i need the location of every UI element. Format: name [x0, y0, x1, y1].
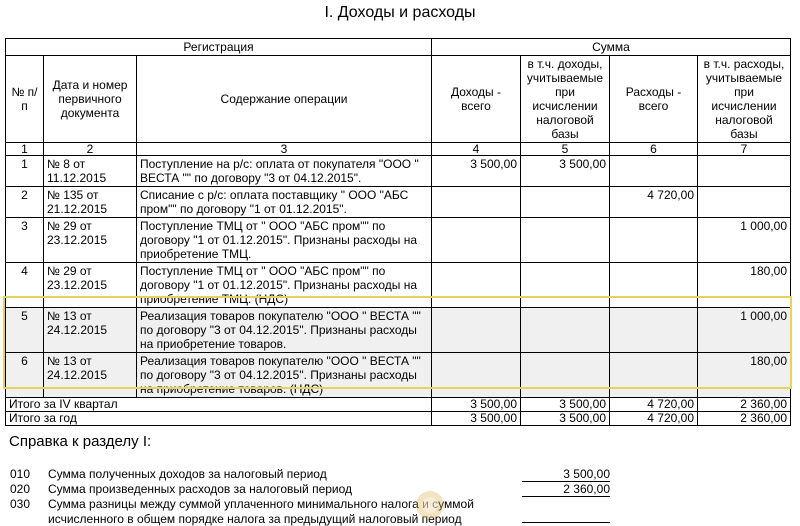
- row-expense: [610, 308, 698, 353]
- num-header: № п/п: [6, 56, 44, 143]
- doc-header: Дата и номер первичного документа: [44, 56, 137, 143]
- row-document: № 8 от 11.12.2015: [44, 156, 137, 187]
- row-expense-tax: [698, 187, 791, 218]
- col-number: 6: [610, 143, 698, 156]
- table-row: [6, 218, 791, 263]
- total-expense-tax: 2 360,00: [698, 398, 791, 412]
- row-income: [432, 187, 521, 218]
- line-text: Сумма разницы между суммой уплаченного минимального налога и суммой: [48, 497, 474, 511]
- total-expense: 4 720,00: [610, 398, 698, 412]
- row-income-tax: [521, 308, 610, 353]
- total-income-tax: 3 500,00: [521, 412, 610, 426]
- row-expense-tax: [698, 156, 791, 187]
- line-text: Сумма полученных доходов за налоговый период: [48, 467, 327, 481]
- line-code: 030: [10, 497, 31, 511]
- row-document: № 29 от 23.12.2015: [44, 218, 137, 263]
- row-expense: [610, 353, 698, 398]
- row-expense: [610, 218, 698, 263]
- row-income: [432, 353, 521, 398]
- income-header: Доходы - всего: [432, 56, 521, 143]
- row-expense-tax: 1 000,00: [698, 308, 791, 353]
- row-income: [432, 218, 521, 263]
- line-code: 020: [10, 482, 31, 496]
- table-row: [6, 263, 791, 308]
- col-number: 1: [6, 143, 44, 156]
- total-income: 3 500,00: [432, 398, 521, 412]
- income-tax-header: в т.ч. доходы, учитываемые при исчислении налоговой базы: [521, 56, 610, 143]
- col-number: 3: [137, 143, 432, 156]
- column-numbers-row: [6, 143, 791, 156]
- row-document: № 29 от 23.12.2015: [44, 263, 137, 308]
- row-content: Поступление ТМЦ от " ООО "АБС пром"" по договору "1 от 01.12.2015". Признаны расходы на приобретение ТМЦ. (НДС): [137, 263, 432, 308]
- content-header: Содержание операции: [137, 56, 432, 143]
- row-number: 4: [6, 263, 44, 308]
- total-label: Итого за IV квартал: [6, 398, 432, 412]
- line-value: 2 360,00: [522, 482, 610, 497]
- total-row: [6, 398, 791, 412]
- row-document: № 13 от 24.12.2015: [44, 308, 137, 353]
- col-number: 2: [44, 143, 137, 156]
- row-number: 5: [6, 308, 44, 353]
- row-expense-tax: 180,00: [698, 263, 791, 308]
- row-income: 3 500,00: [432, 156, 521, 187]
- row-content: Реализация товаров покупателю "ООО " ВЕСТА "" по договору "3 от 04.12.2015". Признаны расходы на приобретение товаров.: [137, 308, 432, 353]
- row-number: 6: [6, 353, 44, 398]
- col-number: 5: [521, 143, 610, 156]
- row-expense: [610, 263, 698, 308]
- col-number: 4: [432, 143, 521, 156]
- section-title: Справка к разделу I:: [9, 433, 152, 450]
- row-document: № 13 от 24.12.2015: [44, 353, 137, 398]
- row-expense-tax: 1 000,00: [698, 218, 791, 263]
- registration-header: Регистрация: [6, 39, 432, 56]
- row-content: Поступление на р/с: оплата от покупателя "ООО " ВЕСТА "" по договору "3 от 04.12.2015".: [137, 156, 432, 187]
- row-income-tax: 3 500,00: [521, 156, 610, 187]
- table-row: [6, 156, 791, 187]
- row-content: Реализация товаров покупателю "ООО " ВЕСТА "" по договору "3 от 04.12.2015". Признаны расходы на приобретение товаров. (НДС): [137, 353, 432, 398]
- income-expense-table: [5, 38, 791, 426]
- table-row: [6, 187, 791, 218]
- total-expense: 4 720,00: [610, 412, 698, 426]
- total-label: Итого за год: [6, 412, 432, 426]
- row-income-tax: [521, 353, 610, 398]
- total-income: 3 500,00: [432, 412, 521, 426]
- row-income: [432, 263, 521, 308]
- summary-line-010: [0, 467, 800, 483]
- row-expense-tax: 180,00: [698, 353, 791, 398]
- row-income-tax: [521, 263, 610, 308]
- row-content: Списание с р/с: оплата поставщику " ООО "АБС пром"" по договору "1 от 01.12.2015".: [137, 187, 432, 218]
- amount-header: Сумма: [432, 39, 791, 56]
- row-income-tax: [521, 218, 610, 263]
- expense-header: Расходы - всего: [610, 56, 698, 143]
- row-income-tax: [521, 187, 610, 218]
- row-income: [432, 308, 521, 353]
- table-row: [6, 308, 791, 353]
- expense-tax-header: в т.ч. расходы, учитываемые при исчислении налоговой базы: [698, 56, 791, 143]
- summary-line-020: [0, 482, 800, 498]
- line-text-continued: исчисленного в общем порядке налога за предыдущий налоговый период: [48, 512, 462, 526]
- total-expense-tax: 2 360,00: [698, 412, 791, 426]
- line-code: 010: [10, 467, 31, 481]
- line-value: [522, 508, 610, 523]
- col-number: 7: [698, 143, 791, 156]
- page-title: I. Доходы и расходы: [324, 4, 476, 21]
- table-row: [6, 353, 791, 398]
- row-content: Поступление ТМЦ от " ООО "АБС пром"" по договору "1 от 01.12.2015". Признаны расходы на приобретение ТМЦ.: [137, 218, 432, 263]
- row-document: № 135 от 21.12.2015: [44, 187, 137, 218]
- total-row: [6, 412, 791, 426]
- summary-line-030: [0, 497, 800, 526]
- row-expense: 4 720,00: [610, 187, 698, 218]
- row-expense: [610, 156, 698, 187]
- line-text: Сумма произведенных расходов за налоговый период: [48, 482, 353, 496]
- row-number: 1: [6, 156, 44, 187]
- row-number: 2: [6, 187, 44, 218]
- row-number: 3: [6, 218, 44, 263]
- line-value: 3 500,00: [522, 467, 610, 482]
- total-income-tax: 3 500,00: [521, 398, 610, 412]
